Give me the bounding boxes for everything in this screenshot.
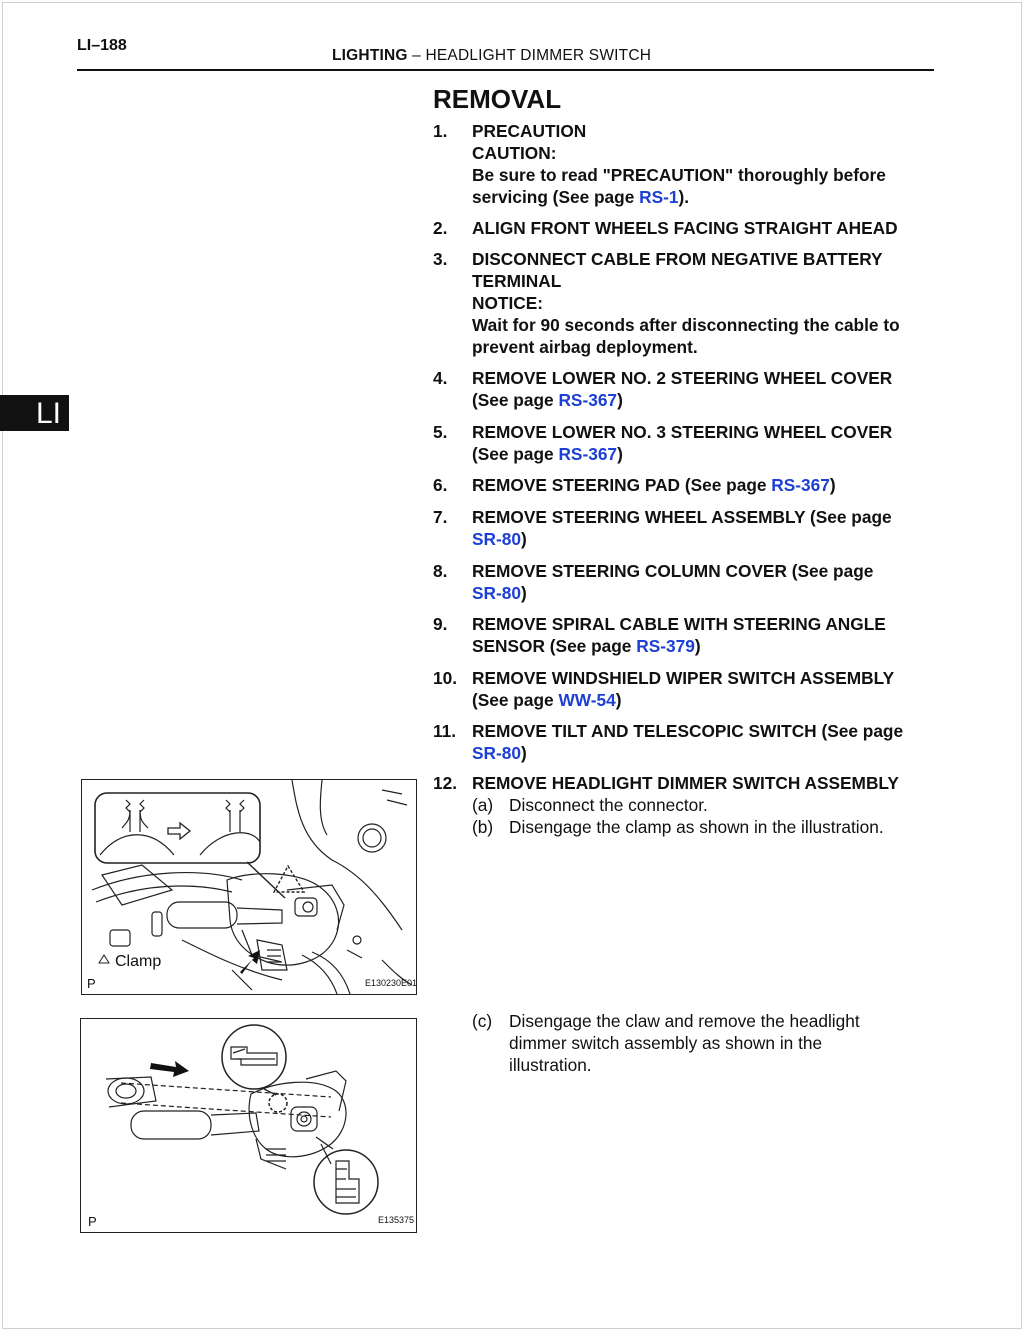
header-title <box>332 47 651 65</box>
step-text: REMOVE TILT AND TELESCOPIC SWITCH (See page <box>472 721 904 741</box>
step-text: PRECAUTION <box>472 121 587 141</box>
step-number: 11. <box>433 721 457 741</box>
step-number: 6. <box>433 475 448 495</box>
step-text: SR-80) <box>472 583 527 603</box>
step-text: REMOVE LOWER NO. 2 STEERING WHEEL COVER <box>472 368 893 388</box>
step-body <box>472 506 942 550</box>
step-number: 12. <box>433 773 458 793</box>
step-text: (See page RS-367) <box>472 444 623 464</box>
step-text: REMOVE STEERING COLUMN COVER (See page <box>472 561 874 581</box>
step-text: servicing (See page RS-1). <box>472 187 690 207</box>
step-number: 9. <box>433 614 448 634</box>
page-link[interactable]: SR-80 <box>472 743 521 763</box>
page-link[interactable]: RS-367 <box>558 390 618 410</box>
step-number: 1. <box>433 121 448 141</box>
step-text: REMOVE STEERING PAD (See page RS-367) <box>472 475 836 495</box>
step-body <box>472 667 942 711</box>
header-divider <box>77 69 934 71</box>
page-link[interactable]: RS-1 <box>639 187 679 207</box>
substep-text: Disconnect the connector. <box>509 795 708 815</box>
step-text: SR-80) <box>472 743 527 763</box>
step-text: REMOVE HEADLIGHT DIMMER SWITCH ASSEMBLY <box>472 773 899 793</box>
step-number: 4. <box>433 368 448 388</box>
step-text: (See page WW-54) <box>472 690 622 710</box>
figure-code: E130230E01 <box>365 978 418 988</box>
step-number: 3. <box>433 249 448 269</box>
clamp-legend-label: Clamp <box>115 953 162 970</box>
notice-label: NOTICE: <box>472 293 544 313</box>
side-tab-label: LI <box>35 397 61 430</box>
step-body <box>472 421 942 465</box>
step-text: REMOVE STEERING WHEEL ASSEMBLY (See page <box>472 507 892 527</box>
substep-text: Disengage the claw and remove the headlight dimmer switch assembly as shown in the illustration. <box>509 1011 860 1075</box>
step-number: 7. <box>433 507 448 527</box>
caution-label: CAUTION: <box>472 143 557 163</box>
step-body <box>472 772 942 794</box>
header-title-rest: – HEADLIGHT DIMMER SWITCH <box>407 47 652 64</box>
step-text: ALIGN FRONT WHEELS FACING STRAIGHT AHEAD <box>472 218 898 238</box>
substep-label: (a) <box>472 795 494 815</box>
step-body <box>472 367 942 411</box>
step-body <box>472 720 942 764</box>
step-body <box>472 474 942 496</box>
dimmer-switch-removal-drawing <box>81 1019 416 1232</box>
page-link[interactable]: SR-80 <box>472 529 521 549</box>
page-number: LI–188 <box>77 37 127 54</box>
step-text: (See page RS-367) <box>472 390 623 410</box>
substep-text: Disengage the clamp as shown in the illustration. <box>509 817 884 837</box>
step-number: 8. <box>433 561 448 581</box>
step-text: SR-80) <box>472 529 527 549</box>
figure-code: E135375 <box>378 1215 415 1225</box>
step-body <box>472 248 942 358</box>
substep-label: (c) <box>472 1011 493 1031</box>
section-side-tab <box>0 395 69 431</box>
page-link[interactable]: RS-367 <box>771 475 830 495</box>
section-title: REMOVAL <box>433 84 562 114</box>
step-number: 2. <box>433 218 448 238</box>
step-body <box>472 613 942 657</box>
illustration-claw <box>80 1018 417 1233</box>
step-number: 5. <box>433 422 448 442</box>
step-body <box>472 217 942 239</box>
step-body <box>472 120 942 208</box>
page-link[interactable]: SR-80 <box>472 583 521 603</box>
step-text: prevent airbag deployment. <box>472 337 698 357</box>
header-title-bold: LIGHTING <box>332 47 408 64</box>
step-text: TERMINAL <box>472 271 562 291</box>
page-link[interactable]: RS-367 <box>558 444 618 464</box>
figure-p-mark: P <box>88 1214 97 1229</box>
illustration-clamp <box>81 779 417 995</box>
substep-label: (b) <box>472 817 494 837</box>
figure-p-mark: P <box>87 976 96 991</box>
page-link[interactable]: WW-54 <box>558 690 616 710</box>
step-text: DISCONNECT CABLE FROM NEGATIVE BATTERY <box>472 249 883 269</box>
step-text: REMOVE WINDSHIELD WIPER SWITCH ASSEMBLY <box>472 668 895 688</box>
step-text: Be sure to read "PRECAUTION" thoroughly before <box>472 165 886 185</box>
page-link[interactable]: RS-379 <box>636 636 695 656</box>
step-number: 10. <box>433 668 458 688</box>
step-text: SENSOR (See page RS-379) <box>472 636 701 656</box>
step-text: REMOVE LOWER NO. 3 STEERING WHEEL COVER <box>472 422 893 442</box>
step-text: REMOVE SPIRAL CABLE WITH STEERING ANGLE <box>472 614 886 634</box>
step-text: Wait for 90 seconds after disconnecting the cable to <box>472 315 900 335</box>
step-body <box>472 560 942 604</box>
